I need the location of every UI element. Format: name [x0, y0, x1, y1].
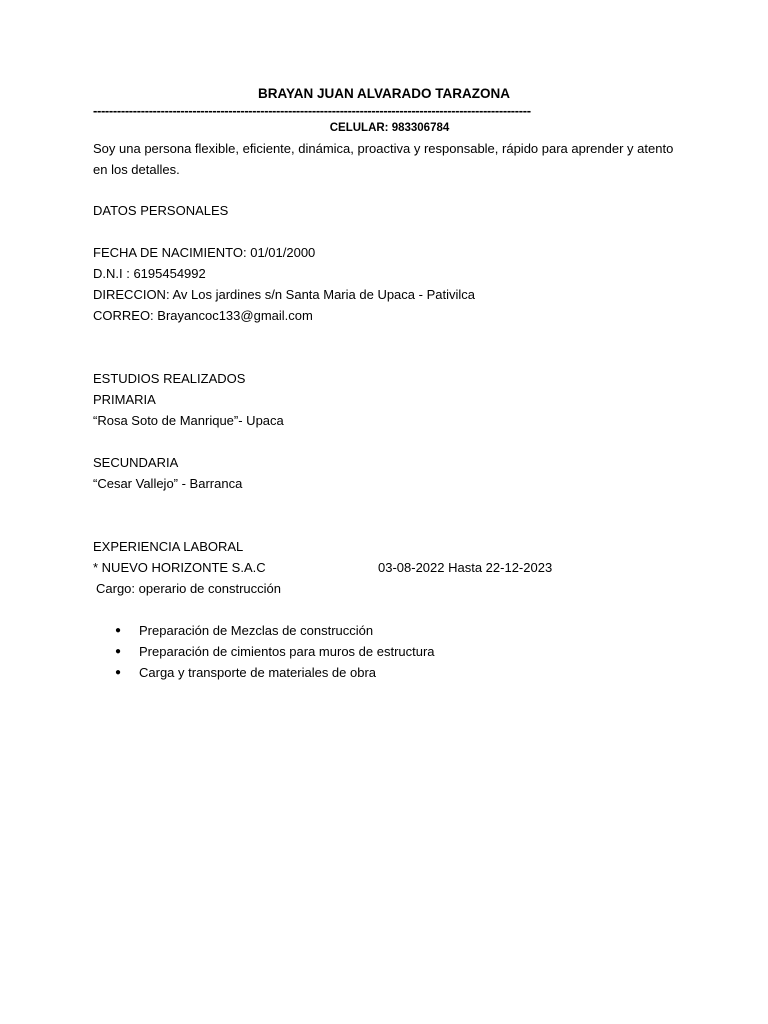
personal-data-heading: DATOS PERSONALES [93, 203, 229, 218]
dni-number: D.N.I : 6195454992 [93, 266, 206, 281]
profile-summary [93, 138, 683, 180]
bullet-icon: ● [115, 646, 122, 657]
personal-data-section [93, 242, 683, 326]
birth-date: FECHA DE NACIMIENTO: 01/01/2000 [93, 245, 316, 260]
job-role: Cargo: operario de construcción [96, 581, 281, 596]
primary-school: “Rosa Soto de Manrique”- Upaca [93, 413, 284, 428]
task-text: Preparación de Mezclas de construcción [139, 623, 374, 638]
bullet-icon: ● [115, 667, 122, 678]
address: DIRECCION: Av Los jardines s/n Santa Maria de Upaca - Pativilca [93, 287, 475, 302]
secondary-school: “Cesar Vallejo” - Barranca [93, 476, 243, 491]
education-heading: ESTUDIOS REALIZADOS [93, 371, 246, 386]
header-divider: -------------------------------------------------------------------------------------------------------------- [93, 104, 531, 118]
job-entry [93, 557, 683, 578]
summary-line: Soy una persona flexible, eficiente, dinámica, proactiva y responsable, rápido para aprender y atento [93, 141, 674, 156]
task-text: Carga y transporte de materiales de obra [139, 665, 377, 680]
secondary-label: SECUNDARIA [93, 455, 179, 470]
list-item [93, 620, 653, 641]
job-dates: 03-08-2022 Hasta 22-12-2023 [378, 560, 553, 575]
candidate-name: BRAYAN JUAN ALVARADO TARAZONA [257, 86, 510, 101]
secondary-education [93, 452, 683, 494]
primary-label: PRIMARIA [93, 392, 156, 407]
phone-number [0, 120, 768, 136]
task-text: Preparación de cimientos para muros de estructura [139, 644, 435, 659]
task-list [93, 620, 653, 683]
list-item [93, 641, 653, 662]
experience-heading: EXPERIENCIA LABORAL [93, 539, 244, 554]
summary-line: en los detalles. [93, 162, 180, 177]
experience-section [93, 536, 683, 599]
phone-label: CELULAR: 983306784 [329, 122, 450, 134]
company-name: * NUEVO HORIZONTE S.A.C [93, 560, 266, 575]
list-item [93, 662, 653, 683]
education-section [93, 368, 683, 431]
bullet-icon: ● [115, 625, 122, 636]
email: CORREO: Brayancoc133@gmail.com [93, 308, 313, 323]
